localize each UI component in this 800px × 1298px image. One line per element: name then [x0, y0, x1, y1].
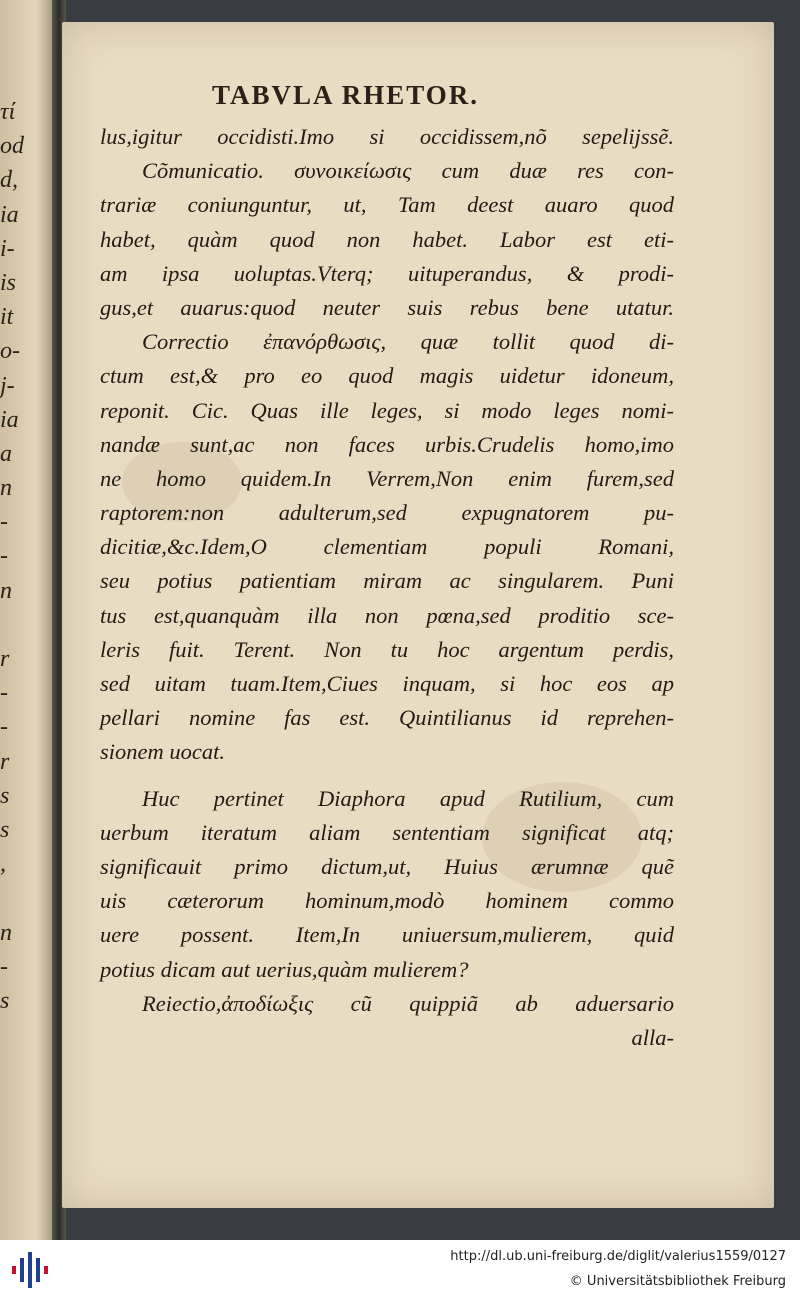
- page-body-text: [100, 120, 674, 1055]
- text-line: ctum est,& pro eo quod magis uidetur idoneum,: [100, 363, 674, 389]
- left-fragment-line: j-: [0, 372, 15, 399]
- left-fragment-line: n: [0, 475, 12, 502]
- left-fragment-line: d,: [0, 167, 18, 194]
- paragraph-gap: [100, 770, 674, 782]
- book-page: [62, 22, 774, 1208]
- left-fragment-line: n: [0, 577, 12, 604]
- left-fragment-line: n: [0, 919, 12, 946]
- left-fragment-line: τί: [0, 99, 16, 125]
- text-line: trariæ coniunguntur, ut, Tam deest auaro quod: [100, 192, 674, 218]
- left-fragment-line: r: [0, 748, 10, 775]
- text-line: significauit primo dictum,ut, Huius ærumnæ quẽ: [100, 853, 674, 879]
- left-fragment-line: a: [0, 440, 12, 467]
- left-fragment-line: -: [0, 953, 8, 980]
- text-line: habet, quàm quod non habet. Labor est eti-: [100, 226, 674, 252]
- left-fragment-line: s: [0, 816, 10, 843]
- text-line: uerbum iteratum aliam sententiam significat atq;: [100, 819, 674, 845]
- text-line: reponit. Cic. Quas ille leges, si modo leges nomi-: [100, 397, 674, 423]
- source-url-link[interactable]: http://dl.ub.uni-freiburg.de/diglit/valerius1559/0127: [450, 1249, 786, 1264]
- text-line: potius dicam aut uerius,quàm mulierem?: [100, 956, 469, 982]
- left-page-fragment-text: [0, 95, 24, 1018]
- left-fragment-line: -: [0, 680, 8, 707]
- left-fragment-line: -: [0, 714, 8, 741]
- left-fragment-line: ia: [0, 201, 19, 228]
- text-line: nandæ sunt,ac non faces urbis.Crudelis homo,imo: [100, 431, 674, 457]
- left-fragment-line: ia: [0, 406, 19, 433]
- catchword: alla-: [631, 1024, 674, 1050]
- text-line: tus est,quanquàm illa non pœna,sed proditio sce-: [100, 602, 674, 628]
- text-line: ne homo quidem.In Verrem,Non enim furem,sed: [100, 465, 674, 491]
- text-line: sionem uocat.: [100, 739, 225, 765]
- left-fragment-line: ,: [0, 851, 6, 878]
- text-line: gus,et auarus:quod neuter suis rebus bene utatur.: [100, 294, 674, 320]
- left-fragment-line: r: [0, 646, 10, 672]
- left-fragment-line: -: [0, 543, 8, 570]
- text-line: dicitiæ,&c.Idem,O clementiam populi Romani,: [100, 534, 674, 560]
- text-line: Huc pertinet Diaphora apud Rutilium, cum: [142, 785, 674, 811]
- left-fragment-line: it: [0, 304, 14, 331]
- running-header: TABVLA RHETOR.: [212, 80, 480, 110]
- library-logo-icon: [10, 1250, 50, 1290]
- copyright-notice: © Universitätsbibliothek Freiburg: [569, 1274, 786, 1289]
- left-fragment-line: s: [0, 782, 10, 809]
- left-fragment-line: is: [0, 269, 17, 296]
- left-fragment-line: s: [0, 987, 10, 1014]
- text-line: lus,igitur occidisti.Imo si occidissem,nõ sepelijssẽ.: [100, 124, 674, 149]
- text-line: sed uitam tuam.Item,Ciues inquam, si hoc eos ap: [100, 671, 674, 696]
- text-line: Correctio ἐπανόρθωσις, quæ tollit quod di-: [142, 329, 674, 355]
- text-line: raptorem:non adulterum,sed expugnatorem pu-: [100, 500, 674, 526]
- left-fragment-line: o-: [0, 338, 20, 365]
- text-line: am ipsa uoluptas.Vterq; uituperandus, & prodi-: [100, 260, 674, 286]
- left-fragment-line: -: [0, 509, 8, 536]
- text-line: Cõmunicatio. συνοικείωσις cum duæ res con-: [142, 158, 674, 184]
- text-line: uis cæterorum hominum,modò hominem commo: [100, 888, 674, 914]
- left-fragment-line: i-: [0, 235, 15, 262]
- left-fragment-line: [0, 881, 24, 915]
- left-fragment-line: od: [0, 133, 24, 160]
- text-line: uere possent. Item,In uniuersum,mulierem, quid: [100, 922, 674, 948]
- text-line: pellari nomine fas est. Quintilianus id reprehen-: [100, 705, 674, 731]
- viewer-footer: [0, 1240, 800, 1298]
- text-line: leris fuit. Terent. Non tu hoc argentum perdis,: [100, 636, 674, 662]
- left-fragment-line: [0, 608, 24, 642]
- text-line: seu potius patientiam miram ac singularem. Puni: [100, 568, 674, 594]
- text-line: Reiectio,ἀποδίωξις cũ quippiã ab aduersario: [142, 990, 674, 1016]
